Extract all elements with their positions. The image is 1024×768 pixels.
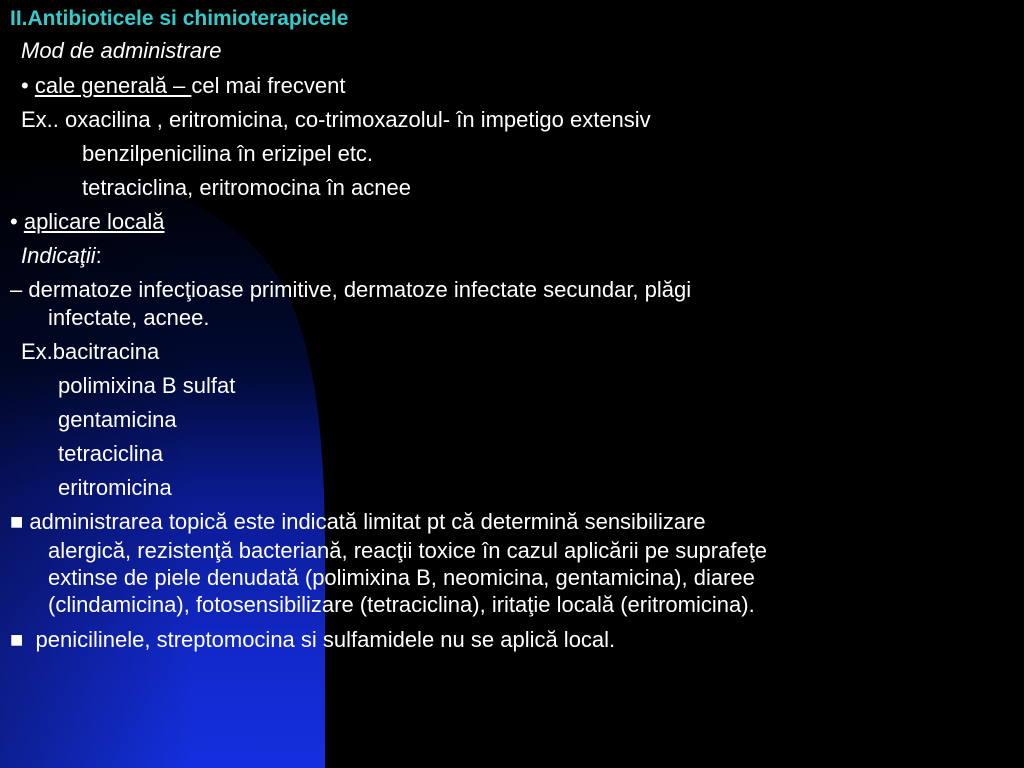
drug-list-item: eritromicina [58, 475, 172, 500]
last-bullet-line [10, 627, 615, 653]
drug-list-item: tetraciclina [58, 441, 164, 466]
bullet-dot: • [10, 209, 18, 234]
aplicare-locala-label: aplicare locală [23, 209, 165, 234]
square-bullet: ■ [10, 627, 24, 652]
admin-line-1 [10, 509, 706, 535]
drug-list-item: gentamicina [58, 407, 177, 432]
mod-administrare-heading: Mod de administrare [21, 38, 222, 63]
dermatoze-line-2: infectate, acnee. [48, 305, 210, 330]
indicatii-colon: : [95, 243, 102, 268]
admin-line-3: extinse de piele denudată (polimixina B, neomicina, gentamicina), diaree [48, 565, 755, 590]
last-bullet-text: penicilinele, streptomocina si sulfamidele nu se aplică local. [35, 627, 616, 652]
drug-list-item: polimixina B sulfat [58, 373, 236, 398]
admin-text: administrarea topică este indicată limitat pt că determină sensibilizare [29, 509, 706, 534]
bullet-dot: • [21, 73, 29, 98]
indicatii-line [21, 243, 102, 269]
cale-generala-line [21, 73, 345, 99]
ex-line-1: Ex.. oxacilina , eritromicina, co-trimoxazolul- în impetigo extensiv [21, 107, 651, 132]
slide-title: II.Antibioticele si chimioterapicele [10, 7, 349, 30]
ex-line-2: benzilpenicilina în erizipel etc. [82, 141, 374, 166]
cale-generala-label: cale generală – [34, 73, 192, 98]
ex-bacitracina: Ex.bacitracina [21, 339, 160, 364]
admin-line-4: (clindamicina), fotosensibilizare (tetraciclina), iritaţie locală (eritromicina). [48, 592, 755, 617]
dermatoze-line-1: – dermatoze infecţioase primitive, dermatoze infectate secundar, plăgi [10, 277, 692, 302]
aplicare-locala-line [10, 209, 164, 235]
ex-line-3: tetraciclina, eritromocina în acnee [82, 175, 411, 200]
cale-generala-rest: cel mai frecvent [191, 73, 346, 98]
admin-line-2: alergică, rezistenţă bacteriană, reacţii toxice în cazul aplicării pe suprafeţe [48, 538, 768, 563]
square-bullet: ■ [10, 509, 24, 534]
indicatii-label: Indicaţii [21, 243, 96, 268]
